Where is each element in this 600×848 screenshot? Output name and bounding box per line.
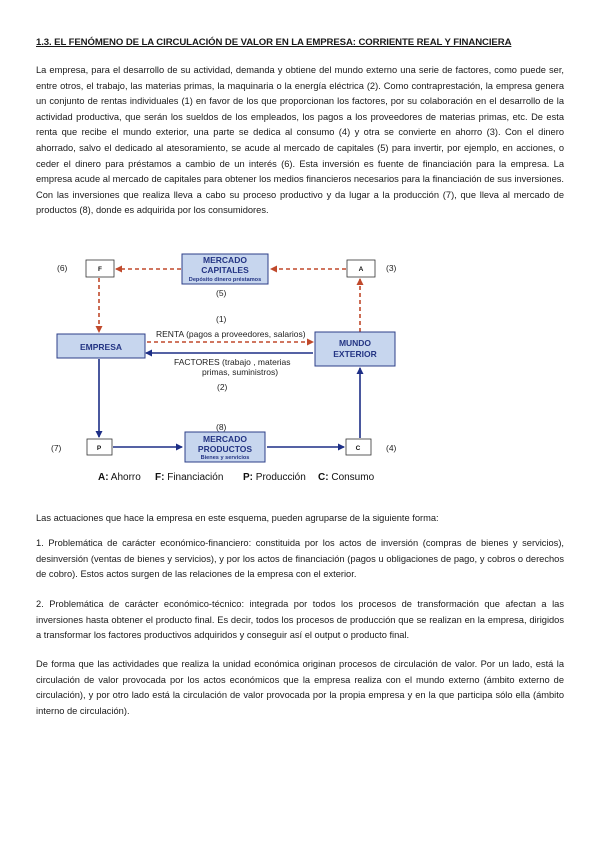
num-4: (4) xyxy=(386,443,397,453)
num-5: (5) xyxy=(216,288,227,298)
legend xyxy=(98,472,375,483)
mercado-productos-line2: PRODUCTOS xyxy=(197,444,253,454)
renta-label: RENTA (pagos a proveedores, salarios) xyxy=(156,329,306,339)
value-circulation-diagram xyxy=(0,245,600,495)
empresa-label: EMPRESA xyxy=(79,342,123,352)
section-heading: 1.3. EL FENÓMENO DE LA CIRCULACIÓN DE VALOR EN LA EMPRESA: CORRIENTE REAL Y FINANCIERA xyxy=(36,37,512,48)
mercado-productos-line1: MERCADO xyxy=(203,434,247,444)
box-p-label: P xyxy=(96,445,102,452)
legend-produccion: P: Producción xyxy=(243,472,306,483)
mercado-productos-sub: Bienes y servicios xyxy=(200,455,250,461)
num-2: (2) xyxy=(217,382,228,392)
mundo-exterior-line2: EXTERIOR xyxy=(333,349,377,359)
mercado-capitales-line1: MERCADO xyxy=(203,255,247,265)
num-7: (7) xyxy=(51,443,62,453)
point-1-paragraph: 1. Problemática de carácter económico-financiero: constituida por los actos de inversión (compras de bienes y servicios), desinversión (ventas de bienes y servicios), y por los actos de financiación (pagos u obligaciones de pago, y cobros o derechos de cobro). Estos actos surgen de las relaciones de la empresa con el exterior. xyxy=(36,538,564,580)
point-2-paragraph: 2. Problemática de carácter económico-técnico: integrada por todos los procesos de transformación que afectan a las inversiones hasta obtener el producto final. Es decir, todos los procesos de producción que se realizan en la empresa, dirigidos a transformar los factores productivos adquiridos y conseguir así el output o producto final. xyxy=(36,599,564,641)
conclusion-paragraph: De forma que las actividades que realiza la unidad económica originan procesos de circulación de valor. Por un lado, está la circulación de valor provocada por los actos económicos que la empresa realiza con el mundo externo (ámbito externo de circulación), y por otro lado está la circulación de valor provocada por la propia empresa y en la que participa sólo ella (ámbito interno de circulación). xyxy=(36,659,564,716)
box-p xyxy=(87,439,112,455)
mercado-capitales-sub: Depósito dinero préstamos xyxy=(188,277,262,283)
legend-financiacion: F: Financiación xyxy=(155,472,224,483)
legend-consumo: C: Consumo xyxy=(318,472,375,483)
box-c xyxy=(346,439,371,455)
mercado-capitales-line2: CAPITALES xyxy=(201,265,249,275)
box-a xyxy=(347,260,375,277)
factores-line1: FACTORES (trabajo , materias xyxy=(174,357,291,367)
mundo-exterior-box xyxy=(315,332,395,366)
legend-ahorro: A: Ahorro xyxy=(98,472,141,483)
box-c-label: C xyxy=(355,445,361,452)
mundo-exterior-line1: MUNDO xyxy=(338,338,372,348)
num-8: (8) xyxy=(216,422,227,432)
box-f-label: F xyxy=(98,266,102,273)
factores-line2: primas, suministros) xyxy=(202,367,279,377)
num-3: (3) xyxy=(386,263,397,273)
empresa-box xyxy=(57,334,145,358)
num-6: (6) xyxy=(57,263,68,273)
mercado-productos-box xyxy=(185,432,265,462)
box-a-label: A xyxy=(358,266,364,273)
num-1: (1) xyxy=(216,314,227,324)
intro-paragraph: La empresa, para el desarrollo de su actividad, demanda y obtiene del mundo externo una serie de factores, como puede ser, entre otros, el trabajo, las materias primas, la maquinaria o la energía eléctrica (2). Como contraprestación, la empresa genera un conjunto de rentas individuales (1) en favor de los que proporcionan los factores, por su colaboración en el desarrollo de la actividad productiva, que serán los sueldos de los empleados, los pagos a los proveedores de materias primas, etc. De esta renta que recibe el mundo exterior, una parte se dedica al consumo (4) y otra se convierte en ahorro (3). Con el dinero ahorrado, salvo el dedicado al atesoramiento, se acude al mercado de capitales (5) para invertir, por ejemplo, en acciones, o ceder el dinero para préstamos a cambio de un interés (6). Esta inversión es fuente de financiación para la empresa. La empresa acude al mercado de capitales para obtener los medios financieros necesarios para la financiación de sus inversiones. Con las inversiones que realiza lleva a cabo su proceso productivo y da lugar a la producción (7), que lleva al mercado de productos (8), donde es adquirida por los consumidores. xyxy=(36,65,564,216)
mercado-capitales-box xyxy=(182,254,268,284)
box-f xyxy=(86,260,114,277)
scheme-intro-paragraph: Las actuaciones que hace la empresa en este esquema, pueden agruparse de la siguiente forma: xyxy=(36,513,439,523)
